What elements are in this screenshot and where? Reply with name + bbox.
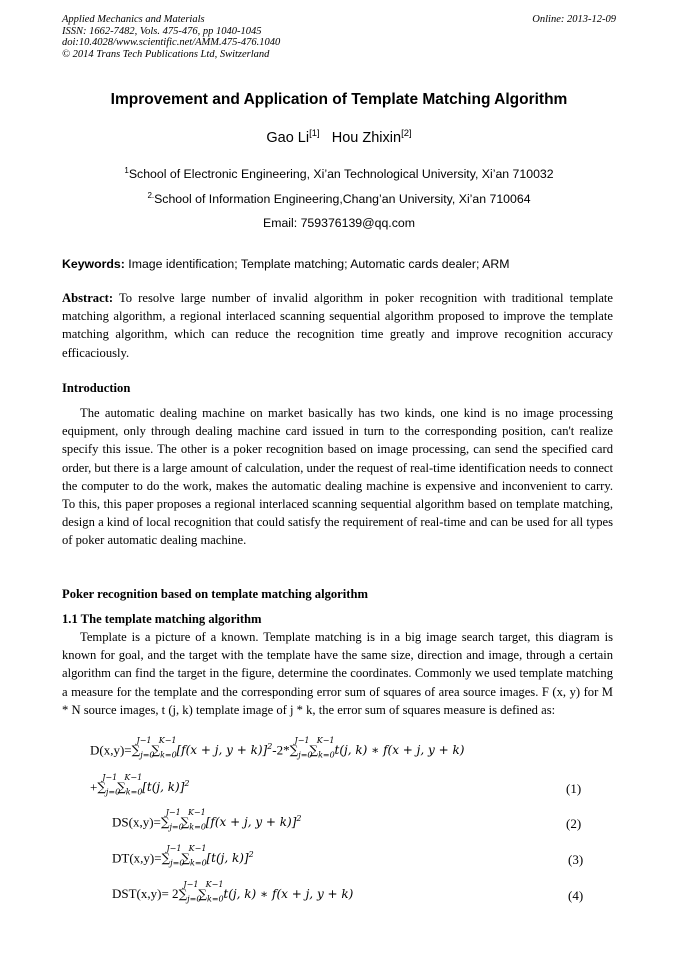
equation-ds: $DS(x,y)=\sum_{j=0}^{J-1}\sum_{k=0}^{K-1}[f(x + j$, y + k)]$^2$ bbox=[112, 808, 302, 832]
equation-number: (1) bbox=[566, 781, 582, 796]
affiliation-1 bbox=[0, 166, 678, 181]
keywords bbox=[62, 257, 509, 271]
equation-d-line2: $+\sum_{j=0}^{J-1}\sum_{k=0}^{K-1}[t(j$, k)]$^2$ bbox=[90, 773, 190, 797]
equation-dst: $DST(x,y)= 2\sum_{j=0}^{J-1}\sum_{k=0}^{K-1}t(j$, k) ∗ f(x + j, y + k) bbox=[112, 880, 354, 904]
affiliation-text: School of Electronic Engineering, Xi’an Technological University, Xi’an 710032 bbox=[128, 167, 554, 182]
author-mark: [1] bbox=[309, 128, 320, 139]
online-date: Online: 2013-12-09 bbox=[532, 14, 616, 25]
equation-number: (3) bbox=[568, 852, 584, 867]
equation-number: (2) bbox=[566, 816, 582, 831]
affiliation-text: School of Information Engineering,Chang’an University, Xi’an 710064 bbox=[154, 192, 531, 207]
keywords-label: Keywords: bbox=[62, 257, 125, 271]
equation-lhs: + bbox=[90, 779, 98, 795]
introduction-paragraph: The automatic dealing machine on market basically has two kinds, one kind is no image processing equipment, only through dealing machine card issued in turn to the corresponding position, can't realize specify this issue. The other is a poker recognition based on image processing, can send the specified card order, but there is a large amount of calculation, under the request of real-time identification needs to connect the computer to do the work, makes the automatic dealing machine is expensive and inconvenient to carry. To this, this paper proposes a regional interlaced scanning sequential algorithm based on template matching, design a kind of local recognition that could satisfy the requirement of real-time and can be used for all types of poker automatic dealing machine. bbox=[62, 406, 613, 548]
equation-lhs: D(x,y)= bbox=[90, 742, 132, 758]
equation-number: (4) bbox=[568, 888, 584, 903]
author-name: Gao Li bbox=[266, 129, 310, 146]
template-paragraph: Template is a picture of a known. Template matching is in a big image search target, this diagram is known for goal, and the target with the template have the same size, direction and image, through a certain algorithm can find the target in the figure, determine the coordinates. Commonly we used template matching a measure for the template and the corresponding error sum of squares of area source images. F (x, y) for M * N source images, t (j, k) template image of j * k, the error sum of squares measure is defined as: bbox=[62, 630, 613, 717]
section-heading-introduction: Introduction bbox=[62, 381, 131, 395]
subsection-heading: 1.1 The template matching algorithm bbox=[62, 612, 262, 626]
paper-title: Improvement and Application of Template Matching Algorithm bbox=[110, 91, 568, 108]
journal-header bbox=[62, 14, 280, 60]
author-name: Hou Zhixin bbox=[331, 129, 402, 146]
abstract-label: Abstract: bbox=[62, 291, 114, 305]
doi: doi:10.4028/www.scientific.net/AMM.475-476.1040 bbox=[62, 37, 281, 48]
keywords-text: Image identification; Template matching; Automatic cards dealer; ARM bbox=[128, 257, 510, 271]
author-mark: [2] bbox=[401, 128, 412, 139]
equation-dt: $DT(x,y)=\sum_{j=0}^{J-1}\sum_{k=0}^{K-1}[t(j$, k)]$^2$ bbox=[112, 844, 254, 868]
journal-name: Applied Mechanics and Materials bbox=[62, 14, 205, 25]
abstract bbox=[62, 289, 613, 362]
equation-lhs: DST(x,y)= 2 bbox=[112, 886, 179, 901]
affiliation-mark: 1 bbox=[124, 166, 129, 175]
copyright: © 2014 Trans Tech Publications Ltd, Switzerland bbox=[62, 48, 270, 60]
affiliation-2 bbox=[0, 191, 678, 206]
equation-lhs: DS(x,y)= bbox=[112, 814, 161, 830]
equation-d-line1: $D(x,y)=\sum_{j=0}^{J-1}\sum_{k=0}^{K-1}[f(x + j$, $y + k)]^2-2*\sum_{j=0}^{J-1}\sum_{k=0}^{K-1}t(j$, k) ∗ f(x + j, y + k) bbox=[90, 736, 465, 760]
email: Email: 759376139@qq.com bbox=[263, 216, 415, 230]
authors bbox=[0, 128, 678, 146]
affiliation-mark: 2. bbox=[147, 191, 155, 200]
equation-lhs: DT(x,y)= bbox=[112, 850, 162, 866]
abstract-text: To resolve large number of invalid algorithm in poker recognition with traditional template matching algorithm, a regional interlaced scanning sequential algorithm proposed to improve the template matching algorithm, which can reduce the recognition time greatly and improve recognition accuracy efficaciously. bbox=[62, 291, 613, 360]
section-heading-poker: Poker recognition based on template matching algorithm bbox=[62, 587, 368, 601]
issn: ISSN: 1662-7482, Vols. 475-476, pp 1040-1045 bbox=[62, 25, 262, 37]
